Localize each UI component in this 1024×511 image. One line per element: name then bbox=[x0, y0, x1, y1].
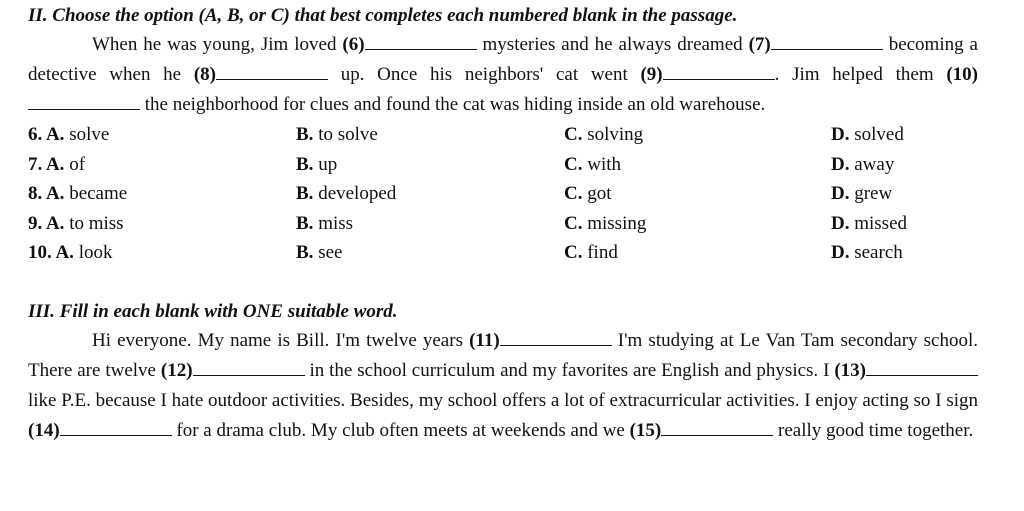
option-text: see bbox=[318, 242, 343, 264]
blank-number: (10) bbox=[946, 64, 978, 85]
option-d[interactable] bbox=[831, 209, 907, 239]
passage-text: for a drama club. My club often meets at weekends and we bbox=[171, 419, 630, 441]
option-b[interactable] bbox=[296, 179, 396, 209]
question-number: 7. bbox=[28, 153, 46, 175]
option-b[interactable] bbox=[296, 150, 337, 180]
option-d[interactable] bbox=[831, 150, 894, 180]
answer-blank[interactable] bbox=[365, 31, 477, 50]
option-letter: A. bbox=[45, 153, 70, 175]
option-a[interactable] bbox=[28, 179, 127, 209]
option-letter: B. bbox=[296, 153, 319, 175]
question-row bbox=[28, 179, 978, 209]
option-letter: C. bbox=[564, 212, 588, 234]
option-a[interactable] bbox=[28, 120, 109, 150]
answer-blank[interactable] bbox=[193, 357, 305, 376]
option-letter: A. bbox=[45, 212, 70, 234]
passage-text: becoming a detective when he bbox=[28, 34, 978, 85]
section-2-heading: II. Choose the option (A, B, or C) that best completes each numbered blank in the passage. bbox=[28, 5, 738, 26]
option-a[interactable] bbox=[28, 209, 124, 239]
option-text: developed bbox=[318, 183, 397, 205]
blank-number: (15) bbox=[629, 419, 662, 441]
passage-text: in the school curriculum and my favorites are English and physics. I bbox=[304, 359, 835, 381]
question-number: 10. bbox=[28, 242, 56, 264]
section-3-passage bbox=[28, 326, 978, 446]
option-letter: D. bbox=[831, 183, 855, 205]
answer-blank[interactable] bbox=[28, 91, 140, 110]
option-text: became bbox=[69, 183, 128, 205]
blank-number: (11) bbox=[469, 329, 500, 351]
option-d[interactable] bbox=[831, 120, 904, 150]
blank-number: (14) bbox=[28, 419, 60, 441]
option-text: solve bbox=[69, 124, 110, 145]
blank-number: (9) bbox=[640, 64, 663, 85]
answer-options bbox=[28, 120, 978, 268]
option-b[interactable] bbox=[296, 120, 378, 150]
passage-text: Hi everyone. My name is Bill. I'm twelve years bbox=[92, 329, 470, 351]
option-c[interactable] bbox=[564, 179, 612, 209]
option-letter: C. bbox=[564, 153, 588, 175]
option-text: grew bbox=[854, 183, 893, 205]
passage-text: When he was young, Jim loved bbox=[92, 34, 343, 55]
answer-blank[interactable] bbox=[771, 31, 883, 50]
blank-number: (6) bbox=[342, 34, 365, 55]
answer-blank[interactable] bbox=[663, 61, 775, 80]
option-text: missed bbox=[854, 212, 908, 234]
question-row bbox=[28, 209, 978, 239]
option-letter: A. bbox=[45, 183, 70, 205]
option-letter: C. bbox=[564, 242, 588, 264]
option-text: miss bbox=[318, 212, 354, 234]
passage-text: I'm studying at Le Van Tam secondary school. There are twelve bbox=[28, 329, 979, 381]
option-c[interactable] bbox=[564, 120, 643, 150]
option-text: look bbox=[78, 242, 113, 264]
question-number: 9. bbox=[28, 212, 46, 234]
option-text: up bbox=[318, 153, 338, 175]
section-3-heading: III. Fill in each blank with ONE suitable word. bbox=[28, 300, 398, 322]
option-letter: A. bbox=[55, 242, 79, 264]
option-letter: B. bbox=[296, 242, 319, 264]
option-text: solved bbox=[854, 124, 904, 145]
option-b[interactable] bbox=[296, 238, 342, 268]
option-letter: B. bbox=[296, 183, 319, 205]
answer-blank[interactable] bbox=[60, 417, 172, 436]
option-text: to solve bbox=[318, 124, 378, 145]
question-number: 8. bbox=[28, 183, 46, 205]
option-b[interactable] bbox=[296, 209, 353, 239]
option-d[interactable] bbox=[831, 179, 892, 209]
option-text: search bbox=[854, 242, 903, 264]
option-letter: D. bbox=[831, 242, 855, 264]
passage-text: mysteries and he always dreamed bbox=[476, 34, 749, 55]
option-letter: C. bbox=[564, 124, 588, 145]
option-text: of bbox=[69, 153, 86, 175]
option-text: missing bbox=[587, 212, 647, 234]
option-letter: D. bbox=[831, 212, 855, 234]
option-letter: D. bbox=[831, 124, 855, 145]
option-letter: D. bbox=[831, 153, 855, 175]
question-row bbox=[28, 238, 978, 268]
option-text: got bbox=[587, 183, 612, 205]
option-a[interactable] bbox=[28, 150, 85, 180]
option-letter: A. bbox=[45, 124, 70, 145]
option-c[interactable] bbox=[564, 150, 621, 180]
passage-text: really good time together. bbox=[773, 419, 974, 441]
answer-blank[interactable] bbox=[500, 327, 612, 346]
option-d[interactable] bbox=[831, 238, 903, 268]
option-text: find bbox=[587, 242, 618, 264]
blank-number: (13) bbox=[834, 359, 866, 381]
question-number: 6. bbox=[28, 124, 46, 145]
blank-number: (7) bbox=[748, 34, 771, 55]
option-text: to miss bbox=[69, 212, 124, 234]
answer-blank[interactable] bbox=[661, 417, 773, 436]
question-row bbox=[28, 120, 978, 150]
option-text: away bbox=[854, 153, 895, 175]
option-c[interactable] bbox=[564, 238, 618, 268]
option-letter: C. bbox=[564, 183, 588, 205]
option-a[interactable] bbox=[28, 238, 112, 268]
section-2-passage bbox=[28, 30, 978, 120]
option-text: with bbox=[587, 153, 622, 175]
passage-text: . Jim helped them bbox=[774, 64, 947, 85]
passage-text: up. Once his neighbors' cat went bbox=[327, 64, 641, 85]
passage-text: the neighborhood for clues and found the cat was hiding inside an old warehouse. bbox=[140, 94, 766, 115]
option-c[interactable] bbox=[564, 209, 646, 239]
answer-blank[interactable] bbox=[866, 357, 978, 376]
blank-number: (8) bbox=[193, 64, 216, 85]
option-text: solving bbox=[587, 124, 644, 145]
answer-blank[interactable] bbox=[216, 61, 328, 80]
question-row bbox=[28, 150, 978, 180]
passage-text: like P.E. because I hate outdoor activities. Besides, my school offers a lot of extracurricular activities. I enjoy acting so I sign bbox=[28, 389, 978, 411]
blank-number: (12) bbox=[160, 359, 193, 381]
option-letter: B. bbox=[296, 212, 319, 234]
option-letter: B. bbox=[296, 124, 319, 145]
worksheet bbox=[28, 0, 978, 446]
